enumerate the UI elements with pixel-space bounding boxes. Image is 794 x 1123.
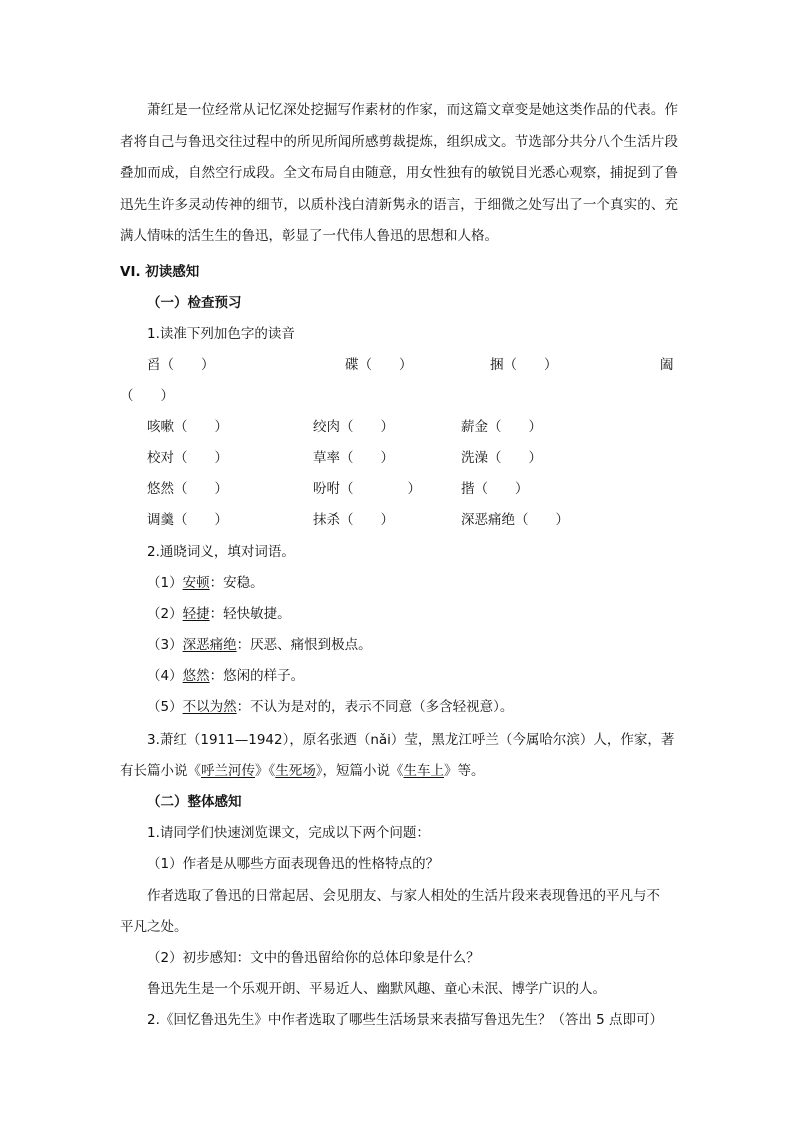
pron-item: 捆（ ） <box>490 357 558 373</box>
definition-text: ：悠闲的样子。 <box>209 668 305 684</box>
definition-word: 不以为然 <box>182 699 237 715</box>
definition-word: 悠然 <box>182 668 210 684</box>
pron-item: 阖 <box>660 357 674 373</box>
q2-title: 2.通晓词义，填对词语。 <box>147 544 295 560</box>
part2-sub2-question: （2）初步感知：文中的鲁迅留给你的总体印象是什么？ <box>147 950 480 966</box>
intro-paragraph: 萧红是一位经常从记忆深处挖掘写作素材的作家，而这篇文章变是她这类作品的代表。作者将自己与鲁迅交往过程中的所见所闻所感剪裁提炼，组织成文。节选部分共分八个生活片段叠加而成，自然空行成段。全文布局自由随意，用女性独有的敏锐目光悉心观察，捕捉到了鲁迅先生许多灵动传神的细节，以质朴浅白清新隽永的语言，于细微之处写出了一个真实的、充满人情味的活生生的鲁迅，彰显了一代伟人鲁迅的思想和人格。 <box>120 102 678 244</box>
definition-number: （3） <box>147 637 183 653</box>
part-2-heading: （二）整体感知 <box>147 794 242 810</box>
pron-item: 咳嗽（ ） <box>147 419 228 435</box>
definition-text: ：安稳。 <box>209 575 264 591</box>
pron-item: 洗澡（ ） <box>461 450 542 466</box>
pron-item: 悠然（ ） <box>147 481 228 497</box>
definition-item <box>147 602 291 622</box>
definition-item <box>147 695 513 715</box>
definition-word: 安顿 <box>182 575 210 591</box>
pron-item: 薪金（ ） <box>461 419 542 435</box>
pron-item-wrap: （ ） <box>120 388 174 404</box>
definition-text: ：不认为是对的，表示不同意（多含轻视意）。 <box>236 699 514 715</box>
part2-sub1-answer-2: 平凡之处。 <box>120 919 188 935</box>
pron-item: 绞肉（ ） <box>313 419 394 435</box>
pron-item: 抹杀（ ） <box>313 512 394 528</box>
q3-text: 》，短篇小说《 <box>315 763 404 779</box>
work-title: 生车上 <box>403 763 444 779</box>
definition-text: ：轻快敏捷。 <box>209 606 291 622</box>
q3-line-2 <box>120 759 485 779</box>
part2-q2: 2.《回忆鲁迅先生》中作者选取了哪些生活场景来表描写鲁迅先生？（答出 5 点即可） <box>147 1012 664 1028</box>
pron-item: 深恶痛绝（ ） <box>461 512 569 528</box>
pron-item: 舀（ ） <box>147 357 215 373</box>
work-title: 生死场 <box>275 763 316 779</box>
definition-number: （2） <box>147 606 183 622</box>
pron-item: 调羹（ ） <box>147 512 228 528</box>
pron-item: 揩（ ） <box>461 481 529 497</box>
pron-item: 碟（ ） <box>345 357 413 373</box>
definition-word: 深恶痛绝 <box>182 637 237 653</box>
q3-text: 有长篇小说《 <box>120 763 201 779</box>
q3-line-1: 3.萧红（1911—1942），原名张迺（nǎi）莹，黑龙江呼兰（今属哈尔滨）人，作家，著 <box>147 732 675 748</box>
definition-number: （4） <box>147 668 183 684</box>
pron-item: 吩咐（ ） <box>313 481 421 497</box>
definition-number: （5） <box>147 699 183 715</box>
definition-item <box>147 633 372 653</box>
part2-q1-title: 1.请同学们快速浏览课文，完成以下两个问题： <box>147 825 430 841</box>
part2-sub1-answer-1: 作者选取了鲁迅的日常起居、会见朋友、与家人相处的生活片段来表现鲁迅的平凡与不 <box>147 888 660 904</box>
pron-item: 校对（ ） <box>147 450 228 466</box>
definition-item <box>147 664 304 684</box>
q3-text: 》《 <box>255 763 276 779</box>
pron-item: 草率（ ） <box>313 450 394 466</box>
part2-sub2-answer: 鲁迅先生是一个乐观开朗、平易近人、幽默风趣、童心未泯、博学广识的人。 <box>147 981 606 997</box>
definition-word: 轻捷 <box>182 606 210 622</box>
definition-item <box>147 571 264 591</box>
definition-number: （1） <box>147 575 183 591</box>
q1-title: 1.读准下列加色字的读音 <box>147 326 295 342</box>
section-6-heading: VI. 初读感知 <box>120 264 200 280</box>
part2-sub1-question: （1）作者是从哪些方面表现鲁迅的性格特点的？ <box>147 856 440 872</box>
q3-text: 》等。 <box>444 763 485 779</box>
definition-text: ：厌恶、痛恨到极点。 <box>236 637 372 653</box>
work-title: 呼兰河传 <box>201 763 255 779</box>
part-1-heading: （一）检查预习 <box>147 295 242 311</box>
